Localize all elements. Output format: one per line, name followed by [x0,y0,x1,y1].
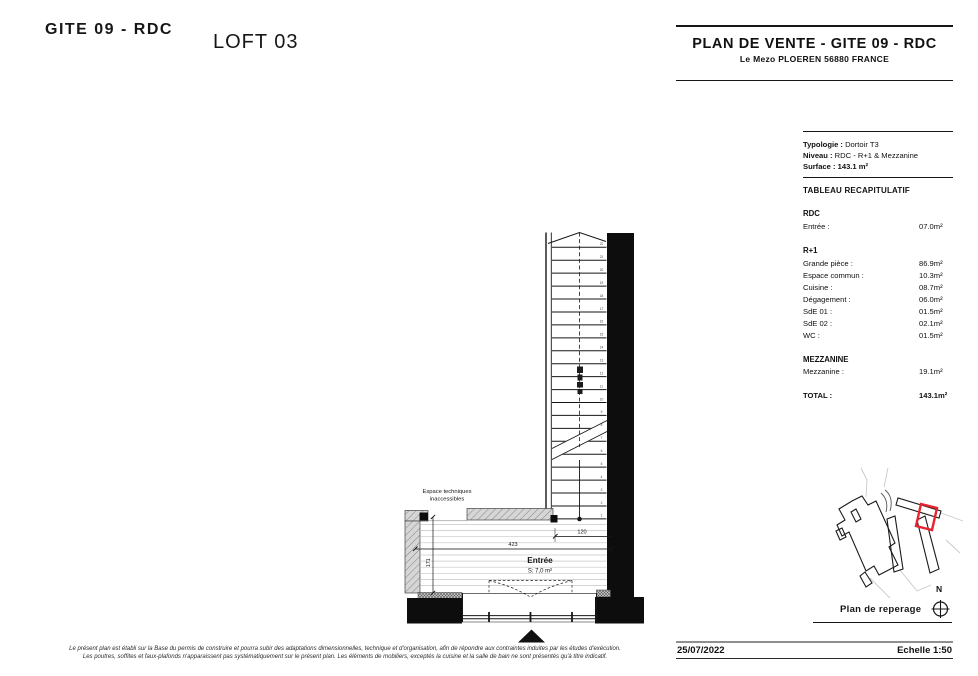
entry-top-wall [467,509,553,521]
area-row: Dégagement : 06.0m² [803,295,943,304]
step-number: 8 [600,423,603,428]
map-highlight-unit [916,504,937,530]
left-wall [405,521,420,593]
espace-techniques-label-2: inaccessibles [429,496,465,503]
area-row: Cuisine : 08.7m² [803,283,943,292]
room-surface-label: S: 7,0 m² [527,568,553,575]
stair-wall-base-post [551,515,558,523]
floor-plan [395,225,647,647]
bottom-right-wall [595,597,644,624]
panel-divider [803,177,953,178]
map-buildings [836,496,941,587]
step-number: 17 [599,306,604,311]
total-row: TOTAL : 143.1m² [803,391,948,400]
map-curved-path [881,490,891,512]
area-row: Espace commun : 10.3m² [803,271,943,280]
section-title-mezzanine: MEZZANINE [803,355,849,364]
stair-start-dot [577,517,582,522]
key-values [803,139,953,172]
dimension-depth-label: 171 [426,558,432,567]
location-map-label: Plan de reperage [840,604,922,615]
step-number: 1 [600,513,603,518]
area-row: Grande pièce : 86.9m² [803,259,943,268]
reperage-divider [813,622,952,623]
stair-top-winders [548,233,606,247]
step-number: 22 [599,242,604,247]
footer-bar [676,641,953,659]
espace-techniques-label-1: Espace techniques [422,489,472,495]
document-subtitle: Le Mezo PLOEREN 56880 FRANCE [739,54,890,64]
right-sill [597,590,611,597]
surface-row: Surface : 143.1 m² [803,162,869,171]
bottom-left-wall [407,598,462,624]
area-row: WC : 01.5m² [803,331,943,340]
door-swing-dashed [489,581,572,597]
unit-name: LOFT 03 [213,31,299,53]
north-label: N [936,584,943,594]
step-number: 9 [600,410,603,415]
stair-step-numbers [600,242,604,518]
step-number: 12 [599,371,604,376]
step-number: 19 [599,280,604,285]
step-number: 4 [600,474,603,479]
sheet-reference: GITE 09 - RDC [45,21,173,38]
area-row: SdE 01 : 01.5m² [803,307,943,316]
step-number: 16 [599,319,604,324]
step-number: 7 [600,436,603,441]
area-row: Mezzanine : 19.1m² [803,367,943,376]
floor-plan-drawing [395,225,647,647]
dimension-stair-label: 120 [577,529,587,536]
step-number: 6 [600,449,603,454]
title-block [676,25,953,81]
section-title-r1: R+1 [803,246,818,255]
corner-post [420,513,429,521]
disclaimer [30,646,660,661]
step-number: 11 [599,384,604,389]
area-row: Entrée : 07.0m² [803,222,943,231]
step-number: 2 [600,500,603,505]
info-panel [803,131,953,417]
room-name-label: Entrée [527,556,553,565]
step-number: 13 [599,358,604,363]
stair-annotation-mark [577,367,583,395]
map-context-lines [861,468,963,598]
step-number: 5 [600,461,603,466]
right-wall [607,233,634,597]
step-number: 10 [599,397,604,402]
document-title: PLAN DE VENTE - GITE 09 - RDC [692,36,937,52]
entrance-arrow [518,630,545,643]
step-number: 21 [599,255,604,260]
step-number: 20 [599,267,604,272]
area-row: SdE 02 : 02.1m² [803,319,943,328]
disclaimer-line-1: Le présent plan est établi sur la Base du permis de construire et pourra subir des adaptations dimensionnelles, technique et d'organisation, afin de répondre aux contraintes induites par les études d'exécution. [69,646,621,652]
niveau-row: Niveau : RDC - R+1 & Mezzanine [803,151,919,160]
step-number: 18 [599,293,604,298]
table-title: TABLEAU RECAPITULATIF [803,186,911,195]
section-title-rdc: RDC [803,209,820,218]
dimension-width-label: 423 [508,542,518,548]
step-number: 14 [599,345,604,350]
step-number: 15 [599,332,604,337]
north-indicator [925,585,957,621]
disclaimer-line-2: Les poutres, soffites et faux-plafonds n'apparaissent pas systématiquement sur le présent plan. Les éléments de mobiliers, exceptés la cuisine et la salle de bain ne sont présentés qu'à titre indicatif. [82,653,608,660]
typologie-row: Typologie : Dortoir T3 [803,140,879,149]
date-label: 25/07/2022 [677,645,725,656]
scale-label: Echelle 1:50 [897,645,952,656]
step-number: 3 [600,487,603,492]
